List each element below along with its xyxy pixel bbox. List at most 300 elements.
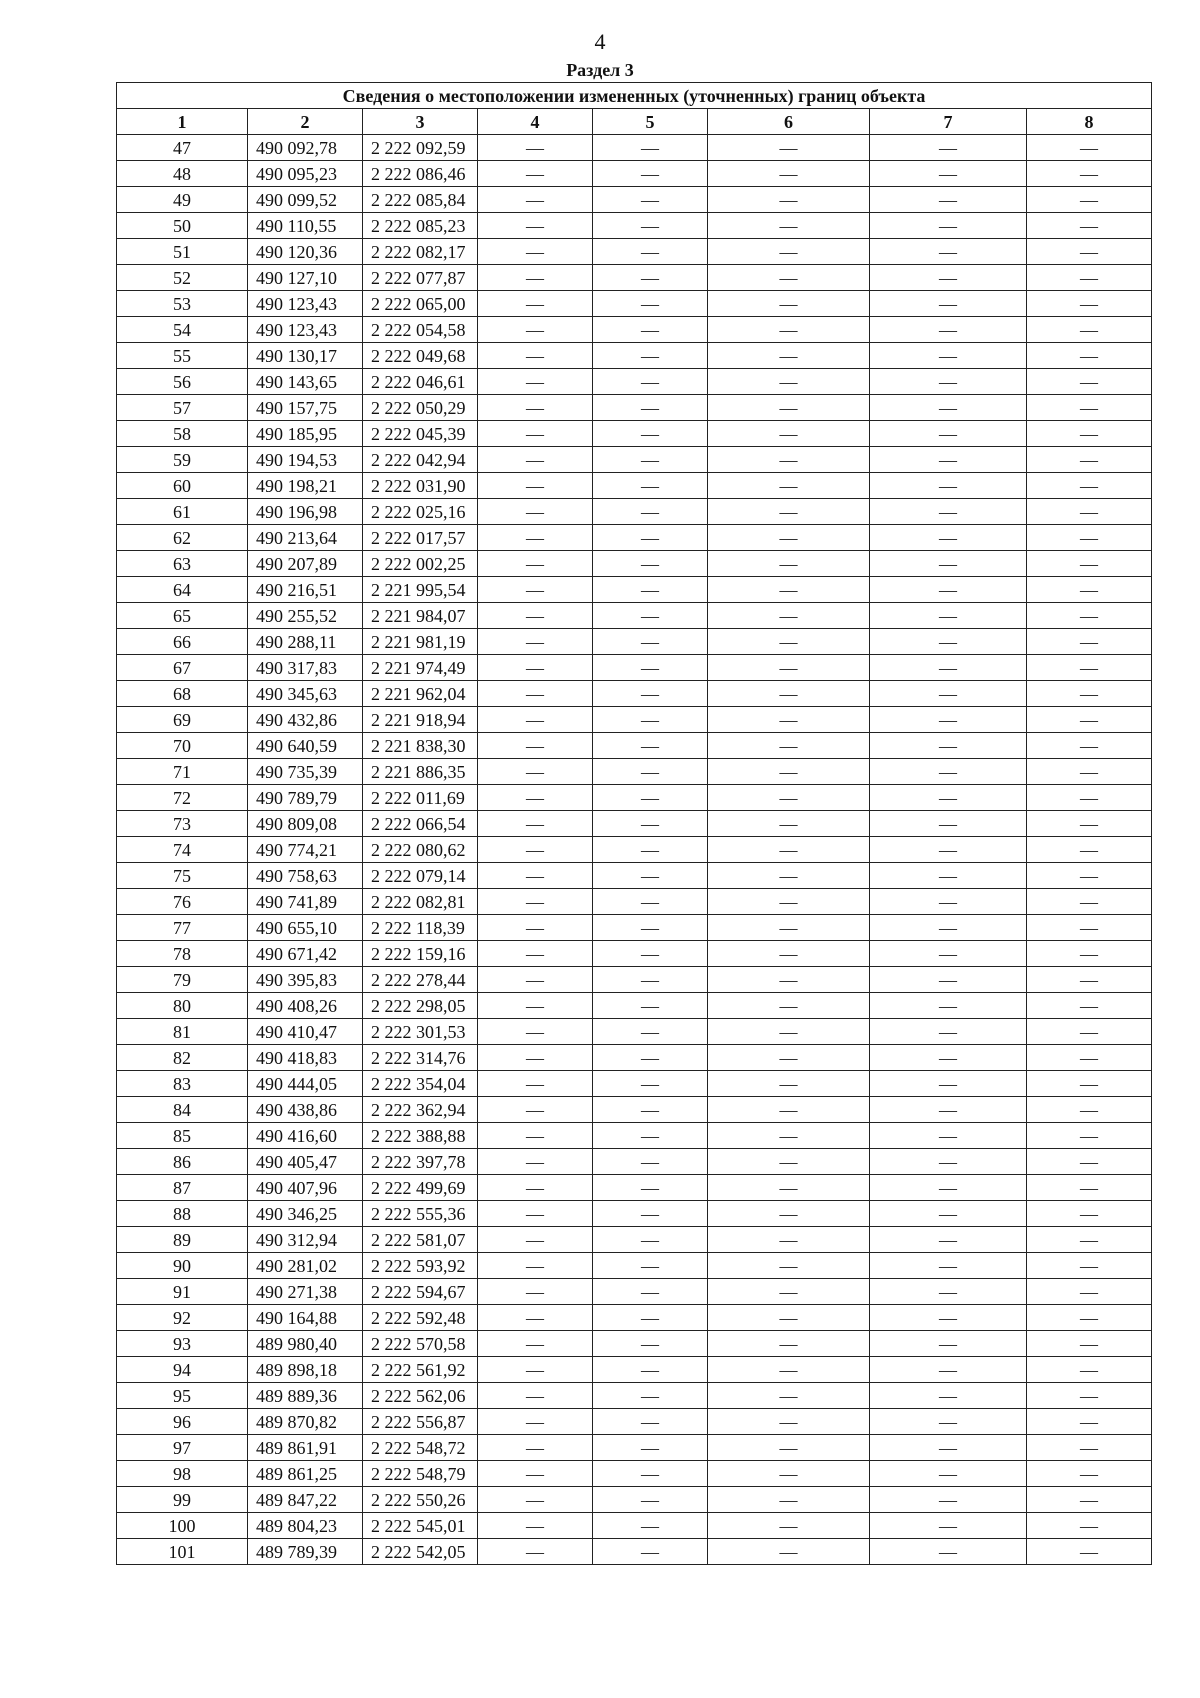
empty-cell-col-4: —: [478, 681, 593, 707]
empty-cell-col-8: —: [1027, 135, 1152, 161]
point-number: 87: [117, 1175, 248, 1201]
coordinate-x: 490 346,25: [248, 1201, 363, 1227]
empty-cell-col-4: —: [478, 317, 593, 343]
point-number: 60: [117, 473, 248, 499]
column-header-2: 2: [248, 109, 363, 135]
empty-cell-col-6: —: [708, 967, 870, 993]
empty-cell-col-5: —: [593, 1539, 708, 1565]
empty-cell-col-8: —: [1027, 1409, 1152, 1435]
table-row: [117, 1383, 1152, 1409]
coordinate-y: 2 222 570,58: [363, 1331, 478, 1357]
empty-cell-col-5: —: [593, 1305, 708, 1331]
empty-cell-col-7: —: [870, 161, 1027, 187]
empty-cell-col-4: —: [478, 811, 593, 837]
point-number: 52: [117, 265, 248, 291]
empty-cell-col-4: —: [478, 1045, 593, 1071]
coordinate-y: 2 222 082,81: [363, 889, 478, 915]
empty-cell-col-8: —: [1027, 1461, 1152, 1487]
empty-cell-col-7: —: [870, 1149, 1027, 1175]
empty-cell-col-5: —: [593, 343, 708, 369]
empty-cell-col-6: —: [708, 395, 870, 421]
point-number: 94: [117, 1357, 248, 1383]
empty-cell-col-4: —: [478, 1149, 593, 1175]
table-row: [117, 1435, 1152, 1461]
empty-cell-col-6: —: [708, 941, 870, 967]
coordinate-x: 490 312,94: [248, 1227, 363, 1253]
coordinate-x: 490 164,88: [248, 1305, 363, 1331]
coordinate-x: 490 196,98: [248, 499, 363, 525]
coordinate-x: 489 870,82: [248, 1409, 363, 1435]
empty-cell-col-4: —: [478, 1071, 593, 1097]
empty-cell-col-4: —: [478, 603, 593, 629]
table-row: [117, 343, 1152, 369]
coordinate-x: 490 416,60: [248, 1123, 363, 1149]
empty-cell-col-5: —: [593, 1409, 708, 1435]
coordinate-x: 490 640,59: [248, 733, 363, 759]
empty-cell-col-8: —: [1027, 941, 1152, 967]
coordinate-y: 2 222 555,36: [363, 1201, 478, 1227]
empty-cell-col-4: —: [478, 1175, 593, 1201]
empty-cell-col-8: —: [1027, 1539, 1152, 1565]
empty-cell-col-7: —: [870, 941, 1027, 967]
coordinate-y: 2 222 545,01: [363, 1513, 478, 1539]
point-number: 51: [117, 239, 248, 265]
table-row: [117, 1149, 1152, 1175]
empty-cell-col-7: —: [870, 967, 1027, 993]
table-row: [117, 863, 1152, 889]
point-number: 96: [117, 1409, 248, 1435]
empty-cell-col-4: —: [478, 1019, 593, 1045]
empty-cell-col-5: —: [593, 1097, 708, 1123]
empty-cell-col-6: —: [708, 291, 870, 317]
empty-cell-col-5: —: [593, 993, 708, 1019]
table-row: [117, 1175, 1152, 1201]
point-number: 78: [117, 941, 248, 967]
empty-cell-col-8: —: [1027, 369, 1152, 395]
column-header-row: [117, 109, 1152, 135]
point-number: 77: [117, 915, 248, 941]
empty-cell-col-5: —: [593, 707, 708, 733]
empty-cell-col-4: —: [478, 1357, 593, 1383]
empty-cell-col-7: —: [870, 1409, 1027, 1435]
empty-cell-col-4: —: [478, 993, 593, 1019]
coordinate-y: 2 221 918,94: [363, 707, 478, 733]
empty-cell-col-7: —: [870, 837, 1027, 863]
point-number: 62: [117, 525, 248, 551]
empty-cell-col-4: —: [478, 291, 593, 317]
empty-cell-col-8: —: [1027, 317, 1152, 343]
coordinate-x: 490 410,47: [248, 1019, 363, 1045]
empty-cell-col-8: —: [1027, 1305, 1152, 1331]
coordinate-y: 2 222 278,44: [363, 967, 478, 993]
coordinate-y: 2 221 995,54: [363, 577, 478, 603]
table-row: [117, 1331, 1152, 1357]
point-number: 61: [117, 499, 248, 525]
empty-cell-col-8: —: [1027, 1201, 1152, 1227]
empty-cell-col-6: —: [708, 343, 870, 369]
empty-cell-col-6: —: [708, 1513, 870, 1539]
empty-cell-col-4: —: [478, 1305, 593, 1331]
empty-cell-col-8: —: [1027, 421, 1152, 447]
empty-cell-col-7: —: [870, 993, 1027, 1019]
empty-cell-col-6: —: [708, 239, 870, 265]
empty-cell-col-5: —: [593, 785, 708, 811]
empty-cell-col-7: —: [870, 343, 1027, 369]
coordinate-x: 490 407,96: [248, 1175, 363, 1201]
coordinate-x: 490 345,63: [248, 681, 363, 707]
table-row: [117, 187, 1152, 213]
table-row: [117, 655, 1152, 681]
coordinate-y: 2 222 388,88: [363, 1123, 478, 1149]
empty-cell-col-4: —: [478, 1279, 593, 1305]
coordinate-y: 2 222 085,23: [363, 213, 478, 239]
empty-cell-col-6: —: [708, 1097, 870, 1123]
coordinate-y: 2 222 065,00: [363, 291, 478, 317]
table-row: [117, 1201, 1152, 1227]
coordinate-x: 490 099,52: [248, 187, 363, 213]
empty-cell-col-7: —: [870, 1487, 1027, 1513]
empty-cell-col-5: —: [593, 1513, 708, 1539]
table-row: [117, 1019, 1152, 1045]
empty-cell-col-4: —: [478, 343, 593, 369]
point-number: 83: [117, 1071, 248, 1097]
empty-cell-col-5: —: [593, 1331, 708, 1357]
empty-cell-col-8: —: [1027, 395, 1152, 421]
point-number: 85: [117, 1123, 248, 1149]
empty-cell-col-5: —: [593, 1383, 708, 1409]
point-number: 86: [117, 1149, 248, 1175]
empty-cell-col-6: —: [708, 213, 870, 239]
table-row: [117, 421, 1152, 447]
coordinate-x: 490 655,10: [248, 915, 363, 941]
coordinate-y: 2 222 118,39: [363, 915, 478, 941]
empty-cell-col-7: —: [870, 811, 1027, 837]
empty-cell-col-4: —: [478, 421, 593, 447]
coordinate-x: 490 317,83: [248, 655, 363, 681]
point-number: 98: [117, 1461, 248, 1487]
empty-cell-col-6: —: [708, 1539, 870, 1565]
empty-cell-col-5: —: [593, 551, 708, 577]
empty-cell-col-5: —: [593, 1279, 708, 1305]
coordinate-x: 490 123,43: [248, 291, 363, 317]
point-number: 48: [117, 161, 248, 187]
empty-cell-col-5: —: [593, 629, 708, 655]
point-number: 84: [117, 1097, 248, 1123]
table-row: [117, 1045, 1152, 1071]
coordinate-x: 489 847,22: [248, 1487, 363, 1513]
empty-cell-col-8: —: [1027, 343, 1152, 369]
empty-cell-col-8: —: [1027, 1227, 1152, 1253]
coordinate-x: 490 758,63: [248, 863, 363, 889]
empty-cell-col-5: —: [593, 941, 708, 967]
empty-cell-col-6: —: [708, 265, 870, 291]
table-row: [117, 135, 1152, 161]
point-number: 91: [117, 1279, 248, 1305]
coordinate-y: 2 222 080,62: [363, 837, 478, 863]
empty-cell-col-6: —: [708, 733, 870, 759]
coordinate-y: 2 222 054,58: [363, 317, 478, 343]
coordinate-x: 490 271,38: [248, 1279, 363, 1305]
table-row: [117, 759, 1152, 785]
empty-cell-col-8: —: [1027, 733, 1152, 759]
empty-cell-col-8: —: [1027, 1097, 1152, 1123]
coordinate-x: 490 127,10: [248, 265, 363, 291]
empty-cell-col-4: —: [478, 1487, 593, 1513]
point-number: 69: [117, 707, 248, 733]
table-row: [117, 1123, 1152, 1149]
empty-cell-col-7: —: [870, 421, 1027, 447]
table-row: [117, 395, 1152, 421]
table-row: [117, 577, 1152, 603]
empty-cell-col-7: —: [870, 213, 1027, 239]
empty-cell-col-4: —: [478, 1123, 593, 1149]
empty-cell-col-7: —: [870, 499, 1027, 525]
coordinate-x: 490 809,08: [248, 811, 363, 837]
empty-cell-col-7: —: [870, 369, 1027, 395]
point-number: 81: [117, 1019, 248, 1045]
table-row: [117, 473, 1152, 499]
empty-cell-col-5: —: [593, 603, 708, 629]
point-number: 74: [117, 837, 248, 863]
coordinate-y: 2 222 077,87: [363, 265, 478, 291]
empty-cell-col-7: —: [870, 265, 1027, 291]
empty-cell-col-7: —: [870, 1071, 1027, 1097]
empty-cell-col-8: —: [1027, 629, 1152, 655]
empty-cell-col-6: —: [708, 317, 870, 343]
coordinate-y: 2 222 046,61: [363, 369, 478, 395]
coordinate-x: 490 774,21: [248, 837, 363, 863]
table-row: [117, 525, 1152, 551]
empty-cell-col-8: —: [1027, 811, 1152, 837]
point-number: 68: [117, 681, 248, 707]
point-number: 71: [117, 759, 248, 785]
table-row: [117, 1097, 1152, 1123]
coordinate-x: 490 095,23: [248, 161, 363, 187]
empty-cell-col-4: —: [478, 707, 593, 733]
coordinate-y: 2 222 542,05: [363, 1539, 478, 1565]
empty-cell-col-6: —: [708, 421, 870, 447]
empty-cell-col-4: —: [478, 1097, 593, 1123]
table-row: [117, 967, 1152, 993]
empty-cell-col-5: —: [593, 1253, 708, 1279]
table-row: [117, 1539, 1152, 1565]
empty-cell-col-7: —: [870, 1253, 1027, 1279]
point-number: 89: [117, 1227, 248, 1253]
empty-cell-col-5: —: [593, 161, 708, 187]
empty-cell-col-5: —: [593, 1357, 708, 1383]
coordinate-y: 2 221 886,35: [363, 759, 478, 785]
empty-cell-col-6: —: [708, 1357, 870, 1383]
empty-cell-col-8: —: [1027, 551, 1152, 577]
empty-cell-col-7: —: [870, 1279, 1027, 1305]
table-caption: Сведения о местоположении измененных (уточненных) границ объекта: [117, 83, 1152, 109]
coordinate-x: 490 405,47: [248, 1149, 363, 1175]
point-number: 56: [117, 369, 248, 395]
coordinate-y: 2 222 548,79: [363, 1461, 478, 1487]
coordinate-x: 490 418,83: [248, 1045, 363, 1071]
empty-cell-col-8: —: [1027, 525, 1152, 551]
empty-cell-col-5: —: [593, 1019, 708, 1045]
empty-cell-col-8: —: [1027, 213, 1152, 239]
empty-cell-col-5: —: [593, 395, 708, 421]
table-row: [117, 1357, 1152, 1383]
coordinate-y: 2 222 017,57: [363, 525, 478, 551]
coordinate-y: 2 222 314,76: [363, 1045, 478, 1071]
coordinate-x: 490 281,02: [248, 1253, 363, 1279]
coordinate-x: 490 110,55: [248, 213, 363, 239]
empty-cell-col-6: —: [708, 1331, 870, 1357]
point-number: 82: [117, 1045, 248, 1071]
coordinate-y: 2 222 031,90: [363, 473, 478, 499]
point-number: 97: [117, 1435, 248, 1461]
empty-cell-col-7: —: [870, 1175, 1027, 1201]
empty-cell-col-8: —: [1027, 1383, 1152, 1409]
table-row: [117, 1071, 1152, 1097]
table-row: [117, 1305, 1152, 1331]
empty-cell-col-7: —: [870, 759, 1027, 785]
coordinate-x: 490 213,64: [248, 525, 363, 551]
empty-cell-col-6: —: [708, 1253, 870, 1279]
empty-cell-col-7: —: [870, 1123, 1027, 1149]
empty-cell-col-8: —: [1027, 1253, 1152, 1279]
empty-cell-col-5: —: [593, 681, 708, 707]
empty-cell-col-4: —: [478, 629, 593, 655]
point-number: 95: [117, 1383, 248, 1409]
table-row: [117, 265, 1152, 291]
empty-cell-col-6: —: [708, 1071, 870, 1097]
coordinate-x: 490 432,86: [248, 707, 363, 733]
coordinate-x: 490 216,51: [248, 577, 363, 603]
table-row: [117, 1487, 1152, 1513]
empty-cell-col-7: —: [870, 1201, 1027, 1227]
empty-cell-col-4: —: [478, 187, 593, 213]
coordinate-y: 2 222 561,92: [363, 1357, 478, 1383]
coordinate-y: 2 222 592,48: [363, 1305, 478, 1331]
point-number: 100: [117, 1513, 248, 1539]
coordinate-x: 490 255,52: [248, 603, 363, 629]
coordinate-x: 490 438,86: [248, 1097, 363, 1123]
coordinate-x: 490 143,65: [248, 369, 363, 395]
empty-cell-col-5: —: [593, 967, 708, 993]
coordinate-y: 2 222 594,67: [363, 1279, 478, 1305]
column-header-3: 3: [363, 109, 478, 135]
table-row: [117, 317, 1152, 343]
empty-cell-col-5: —: [593, 863, 708, 889]
empty-cell-col-6: —: [708, 629, 870, 655]
empty-cell-col-7: —: [870, 785, 1027, 811]
empty-cell-col-4: —: [478, 369, 593, 395]
empty-cell-col-4: —: [478, 265, 593, 291]
empty-cell-col-7: —: [870, 603, 1027, 629]
empty-cell-col-5: —: [593, 1045, 708, 1071]
empty-cell-col-5: —: [593, 187, 708, 213]
point-number: 79: [117, 967, 248, 993]
empty-cell-col-7: —: [870, 1461, 1027, 1487]
coordinate-x: 489 804,23: [248, 1513, 363, 1539]
empty-cell-col-7: —: [870, 187, 1027, 213]
point-number: 64: [117, 577, 248, 603]
table-row: [117, 161, 1152, 187]
empty-cell-col-8: —: [1027, 1435, 1152, 1461]
coordinate-x: 490 444,05: [248, 1071, 363, 1097]
table-row: [117, 1227, 1152, 1253]
table-row: [117, 733, 1152, 759]
empty-cell-col-6: —: [708, 785, 870, 811]
empty-cell-col-8: —: [1027, 785, 1152, 811]
empty-cell-col-6: —: [708, 1201, 870, 1227]
coordinate-x: 490 194,53: [248, 447, 363, 473]
coordinate-y: 2 222 499,69: [363, 1175, 478, 1201]
coordinate-x: 490 671,42: [248, 941, 363, 967]
empty-cell-col-4: —: [478, 967, 593, 993]
point-number: 50: [117, 213, 248, 239]
empty-cell-col-8: —: [1027, 863, 1152, 889]
empty-cell-col-5: —: [593, 473, 708, 499]
point-number: 55: [117, 343, 248, 369]
empty-cell-col-5: —: [593, 1149, 708, 1175]
empty-cell-col-7: —: [870, 1045, 1027, 1071]
column-header-8: 8: [1027, 109, 1152, 135]
empty-cell-col-7: —: [870, 1539, 1027, 1565]
coordinate-x: 489 861,91: [248, 1435, 363, 1461]
empty-cell-col-8: —: [1027, 291, 1152, 317]
empty-cell-col-6: —: [708, 1123, 870, 1149]
empty-cell-col-5: —: [593, 811, 708, 837]
empty-cell-col-6: —: [708, 1175, 870, 1201]
coordinate-x: 489 789,39: [248, 1539, 363, 1565]
empty-cell-col-7: —: [870, 239, 1027, 265]
coordinate-x: 489 898,18: [248, 1357, 363, 1383]
empty-cell-col-6: —: [708, 1045, 870, 1071]
empty-cell-col-8: —: [1027, 837, 1152, 863]
empty-cell-col-5: —: [593, 1435, 708, 1461]
coordinate-x: 490 207,89: [248, 551, 363, 577]
empty-cell-col-6: —: [708, 1487, 870, 1513]
empty-cell-col-7: —: [870, 681, 1027, 707]
empty-cell-col-5: —: [593, 447, 708, 473]
empty-cell-col-8: —: [1027, 993, 1152, 1019]
empty-cell-col-5: —: [593, 655, 708, 681]
coordinate-y: 2 222 011,69: [363, 785, 478, 811]
empty-cell-col-5: —: [593, 265, 708, 291]
coordinate-y: 2 222 079,14: [363, 863, 478, 889]
empty-cell-col-4: —: [478, 1539, 593, 1565]
point-number: 65: [117, 603, 248, 629]
empty-cell-col-7: —: [870, 1097, 1027, 1123]
empty-cell-col-8: —: [1027, 967, 1152, 993]
empty-cell-col-4: —: [478, 941, 593, 967]
coordinate-y: 2 222 556,87: [363, 1409, 478, 1435]
point-number: 66: [117, 629, 248, 655]
empty-cell-col-8: —: [1027, 499, 1152, 525]
empty-cell-col-6: —: [708, 681, 870, 707]
empty-cell-col-7: —: [870, 889, 1027, 915]
empty-cell-col-6: —: [708, 473, 870, 499]
empty-cell-col-6: —: [708, 1383, 870, 1409]
empty-cell-col-4: —: [478, 1513, 593, 1539]
empty-cell-col-6: —: [708, 603, 870, 629]
empty-cell-col-4: —: [478, 525, 593, 551]
coordinate-x: 490 198,21: [248, 473, 363, 499]
point-number: 47: [117, 135, 248, 161]
empty-cell-col-8: —: [1027, 187, 1152, 213]
table-row: [117, 447, 1152, 473]
empty-cell-col-5: —: [593, 577, 708, 603]
empty-cell-col-6: —: [708, 1149, 870, 1175]
empty-cell-col-4: —: [478, 499, 593, 525]
empty-cell-col-6: —: [708, 1461, 870, 1487]
empty-cell-col-5: —: [593, 915, 708, 941]
